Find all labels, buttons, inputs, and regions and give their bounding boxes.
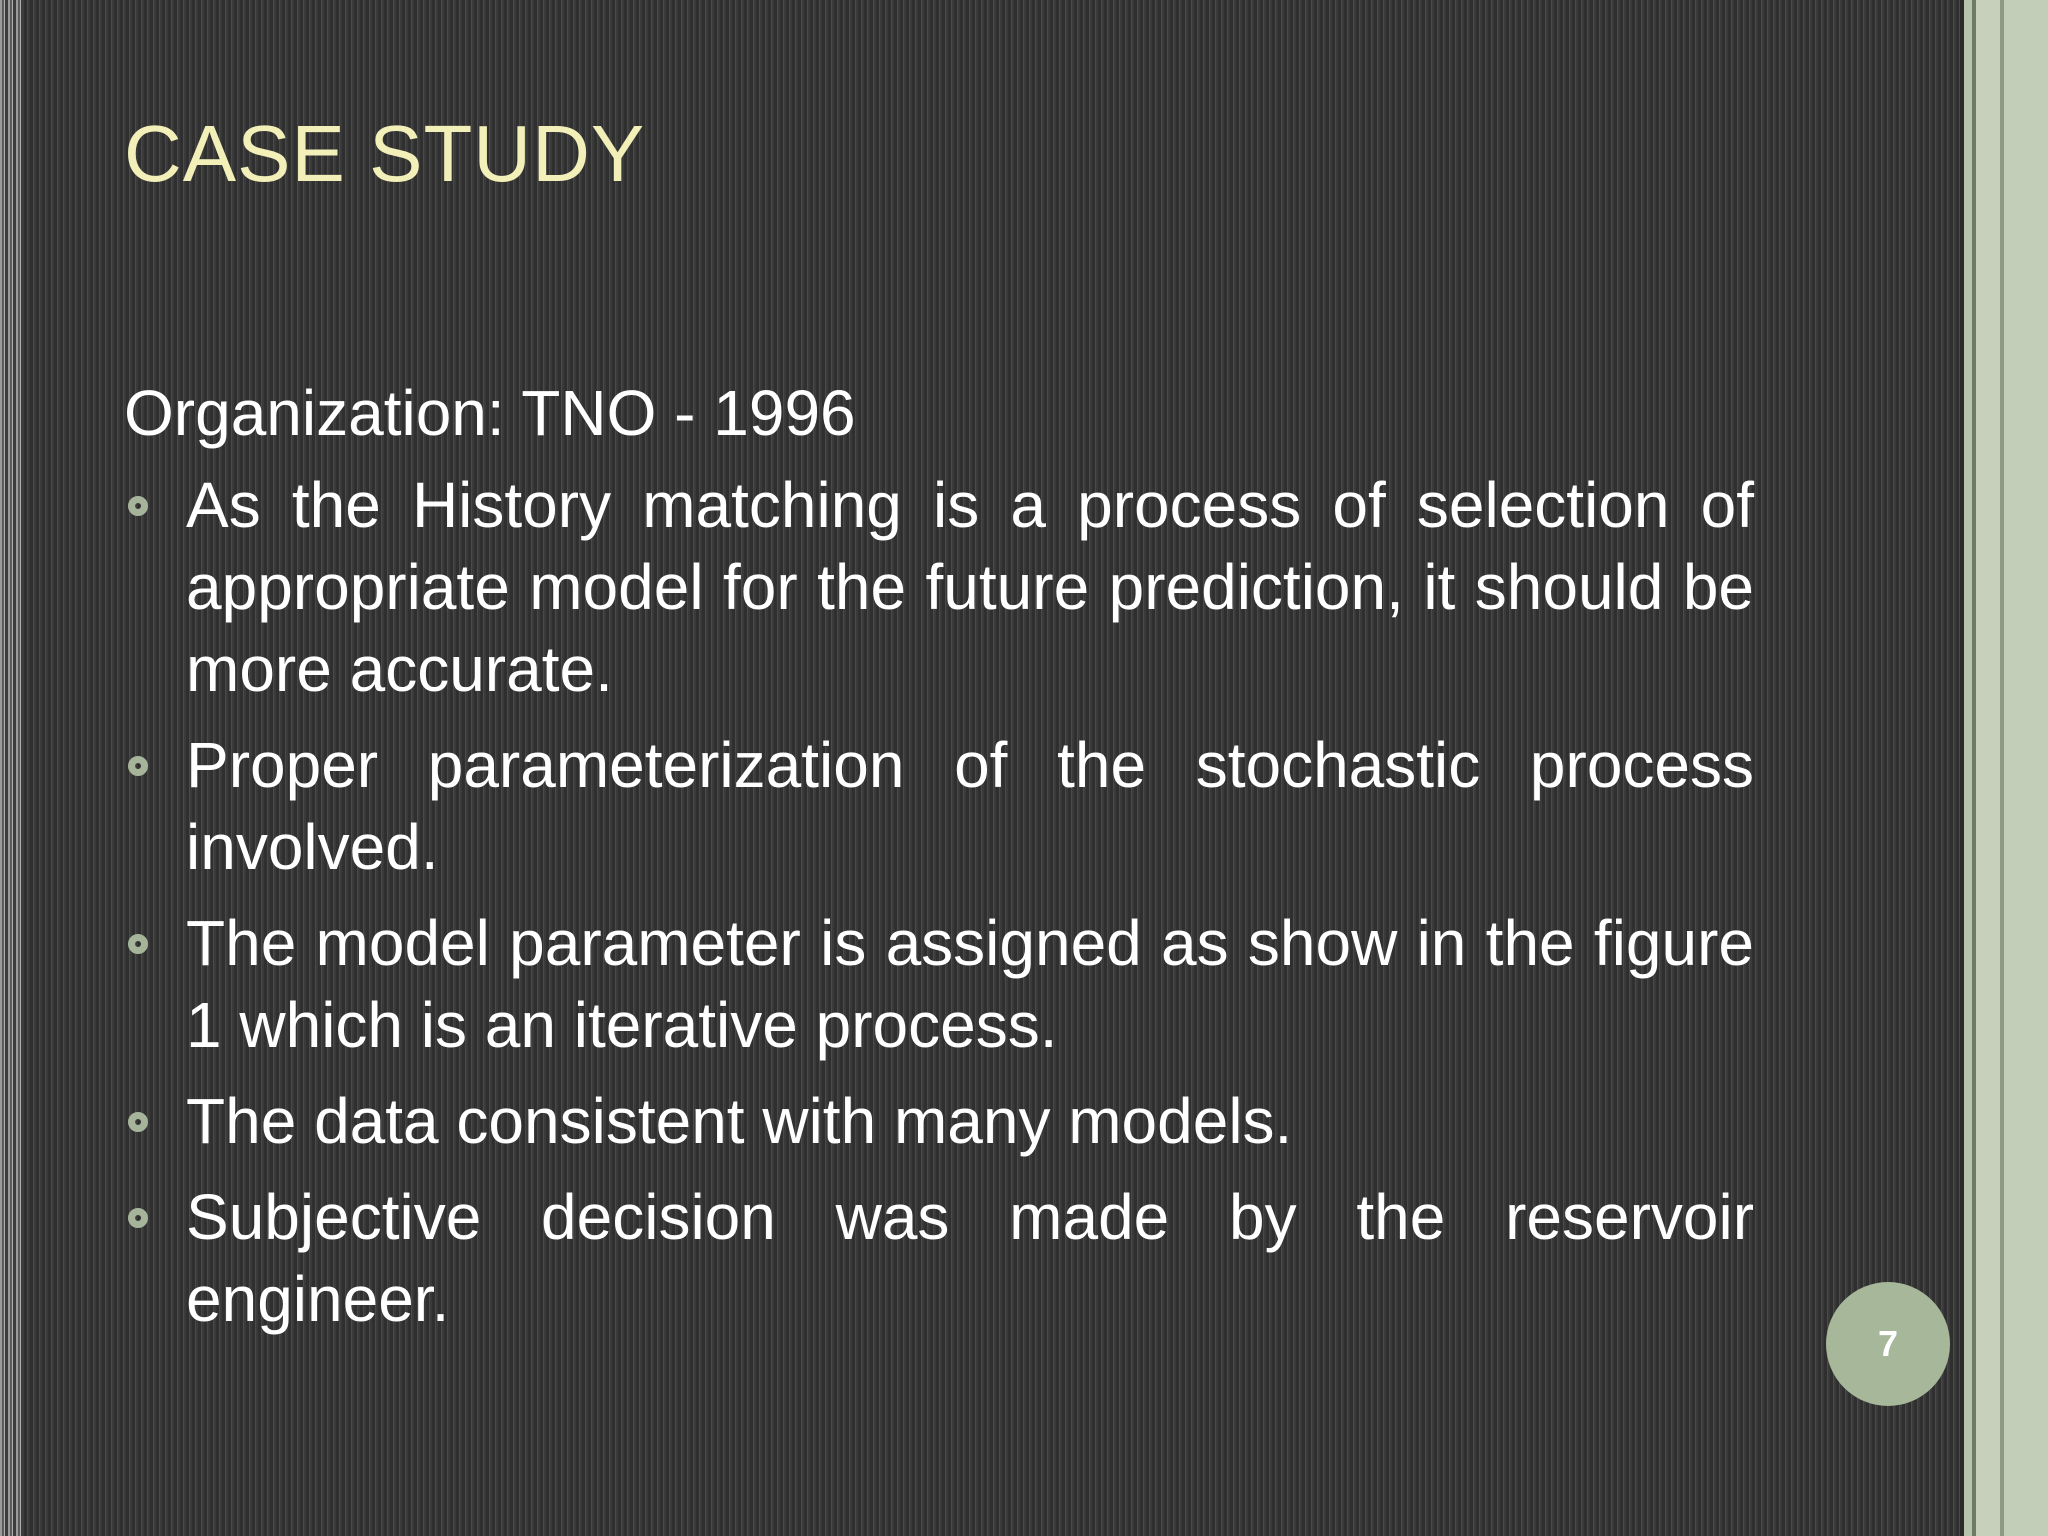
bullet-list	[124, 464, 1754, 1340]
left-border-decoration	[0, 0, 24, 1536]
hollow-circle-icon	[128, 496, 148, 516]
organization-line: Organization: TNO - 1996	[124, 377, 856, 449]
bullet-item	[124, 902, 1754, 1066]
bullet-text: As the History matching is a process of selection of appropriate model for the future prediction, it should be more accurate.	[186, 469, 1754, 705]
right-border-decoration	[1960, 0, 2048, 1536]
bullet-text: The model parameter is assigned as show in the figure 1 which is an iterative process.	[186, 907, 1754, 1061]
page-number-badge	[1826, 1282, 1950, 1406]
page-number: 7	[1877, 1323, 1899, 1364]
bullet-item	[124, 1080, 1754, 1162]
slide-title: CASE STUDY	[124, 109, 646, 198]
hollow-circle-icon	[128, 934, 148, 954]
bullet-text: The data consistent with many models.	[186, 1085, 1293, 1157]
bullet-text: Proper parameterization of the stochastic process involved.	[186, 729, 1754, 883]
hollow-circle-icon	[128, 1208, 148, 1228]
bullet-text: Subjective decision was made by the reservoir engineer.	[186, 1181, 1754, 1335]
hollow-circle-icon	[128, 1112, 148, 1132]
bullet-item	[124, 464, 1754, 710]
bullet-item	[124, 724, 1754, 888]
hollow-circle-icon	[128, 756, 148, 776]
bullet-item	[124, 1176, 1754, 1340]
slide-content	[124, 372, 1754, 1354]
